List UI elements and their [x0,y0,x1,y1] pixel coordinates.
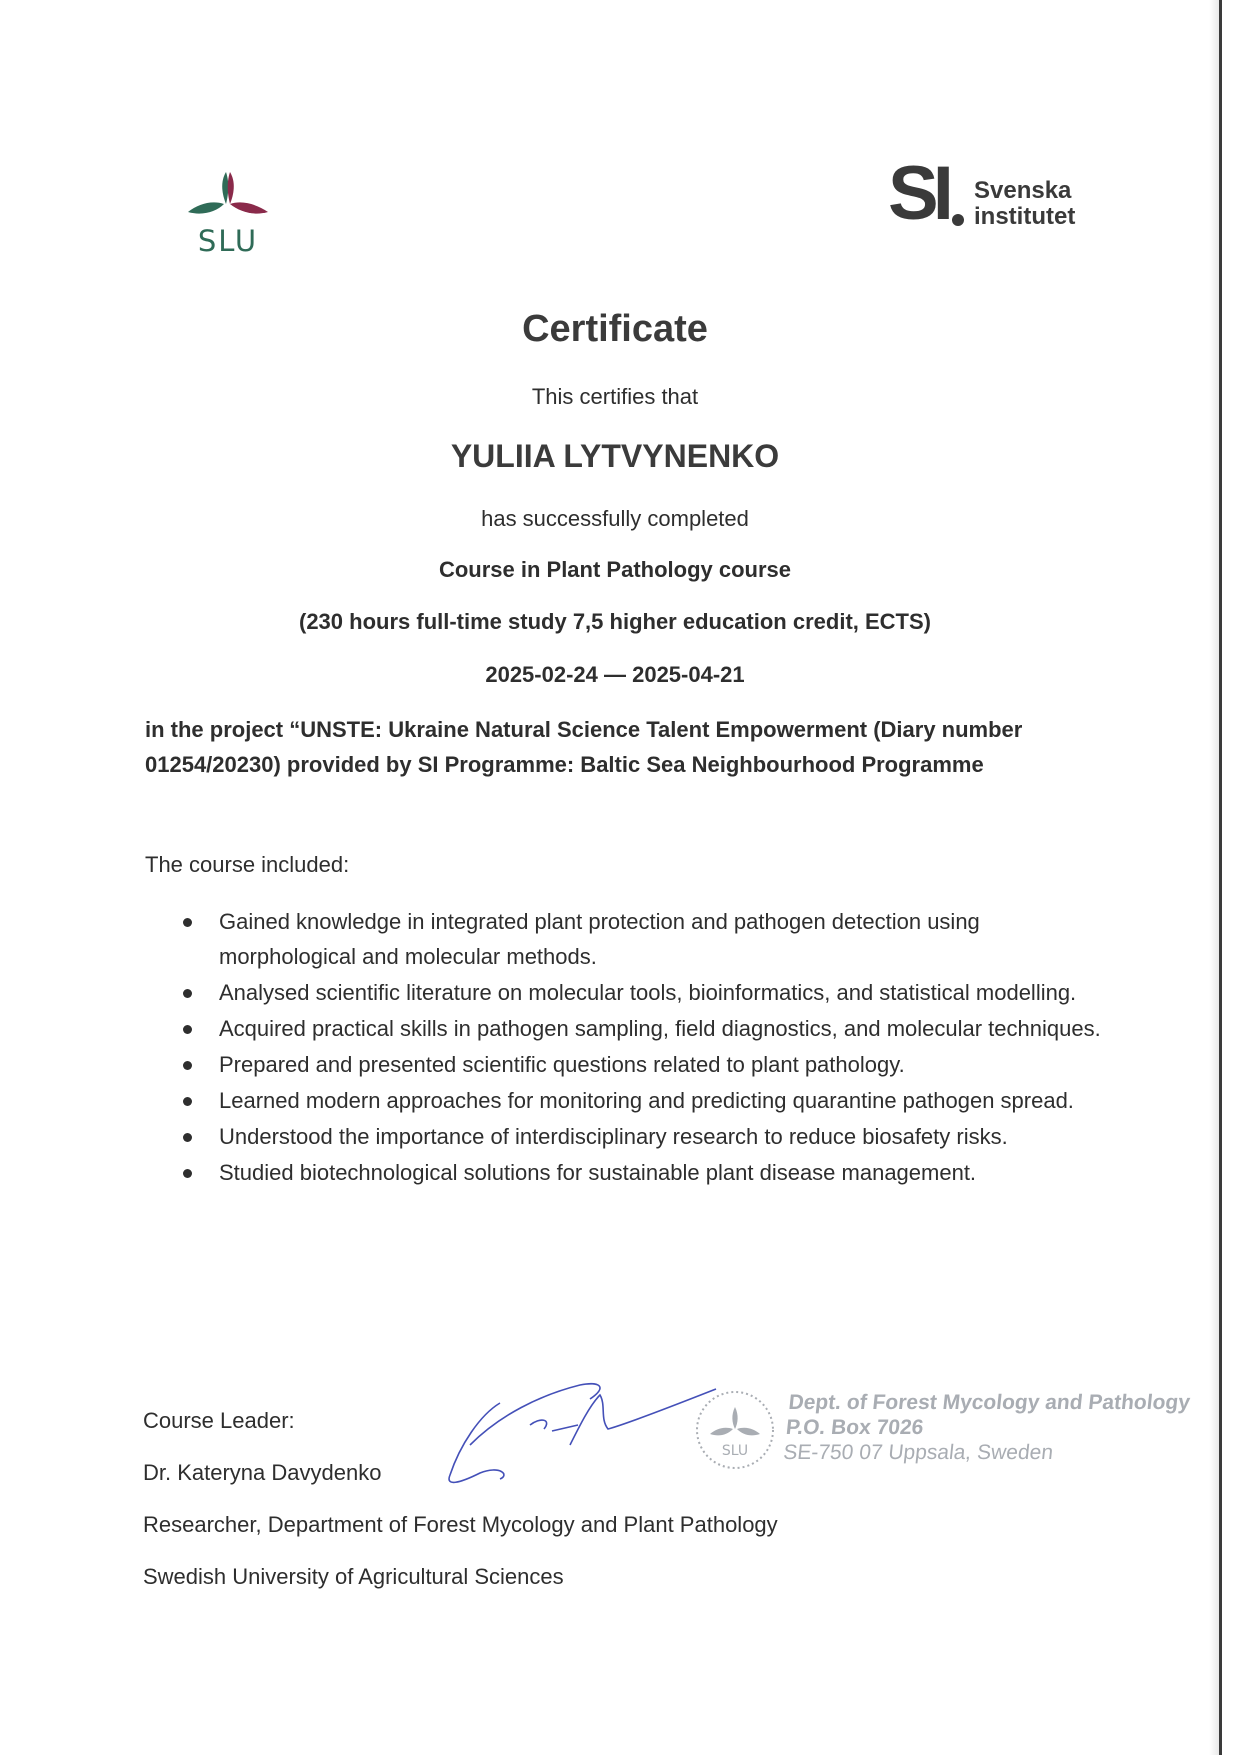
course-leader-position: Researcher, Department of Forest Mycology and Plant Pathology [143,1512,778,1537]
course-name: Course in Plant Pathology course [438,557,792,582]
list-item [145,1155,1105,1190]
bullet-icon [183,1169,192,1178]
course-dates: 2025-02-24 — 2025-04-21 [485,662,745,687]
project-line-1: in the project “UNSTE: Ukraine Natural Science Talent Empowerment (Diary number [145,717,1023,742]
list-item [145,904,1105,974]
list-item-text: Learned modern approaches for monitoring and predicting quarantine pathogen spread. [219,1088,1074,1113]
list-item-text: Understood the importance of interdisciplinary research to reduce biosafety risks. [219,1124,1008,1149]
stamp-seal-text: SLU [721,1443,749,1459]
recipient-name: YULIIA LYTVYNENKO [450,438,780,474]
stamp-line-1: Dept. of Forest Mycology and Pathology [787,1391,1192,1414]
si-logo-dot [952,214,964,226]
list-item-text: Acquired practical skills in pathogen sampling, field diagnostics, and molecular techniques. [219,1016,1101,1041]
list-item-text: Studied biotechnological solutions for sustainable plant disease management. [219,1160,977,1185]
included-list [145,904,1105,1191]
course-leader-name: Dr. Kateryna Davydenko [143,1460,382,1485]
list-item [145,1011,1105,1046]
si-logo-mark: SI [888,151,948,236]
course-leader-university: Swedish University of Agricultural Sciences [143,1564,564,1589]
slu-leaf-icon [186,170,270,226]
bullet-icon [183,1133,192,1142]
bullet-icon [183,1025,192,1034]
bullet-icon [183,918,192,927]
list-item-text: Gained knowledge in integrated plant protection and pathogen detection using morphological and molecular methods. [219,909,980,969]
course-hours: (230 hours full-time study 7,5 higher education credit, ECTS) [299,609,931,634]
stamp-line-2: P.O. Box 7026 [784,1416,925,1439]
course-leader-label: Course Leader: [143,1408,295,1433]
si-logo-name-line1: Svenska [974,177,1072,204]
list-item [145,1083,1105,1118]
list-item [145,1119,1105,1154]
si-logo-name-line2: institutet [974,203,1076,230]
certificate-title: Certificate [522,308,708,350]
slu-logo-text: SLU [197,224,259,258]
signature-image [440,1375,730,1495]
project-description [145,712,1105,782]
page-edge-shade [1209,0,1219,1755]
completed-text: has successfully completed [481,506,749,531]
list-item [145,1047,1105,1082]
page-edge-line [1219,0,1222,1755]
certifies-text: This certifies that [531,384,699,409]
slu-logo [186,170,270,260]
svenska-institutet-logo [888,151,1088,240]
si-logo-name [974,178,1075,230]
bullet-icon [183,1097,192,1106]
bullet-icon [183,989,192,998]
list-item [145,975,1105,1010]
included-heading: The course included: [145,852,350,877]
list-item-text: Analysed scientific literature on molecular tools, bioinformatics, and statistical modelling. [219,980,1077,1005]
university-stamp-text [782,1390,1191,1465]
bullet-icon [183,1061,192,1070]
list-item-text: Prepared and presented scientific questions related to plant pathology. [219,1052,905,1077]
university-stamp-seal [690,1385,780,1475]
project-line-2: 01254/20230) provided by SI Programme: Baltic Sea Neighbourhood Programme [145,752,984,777]
stamp-line-3: SE-750 07 Uppsala, Sweden [782,1441,1055,1464]
